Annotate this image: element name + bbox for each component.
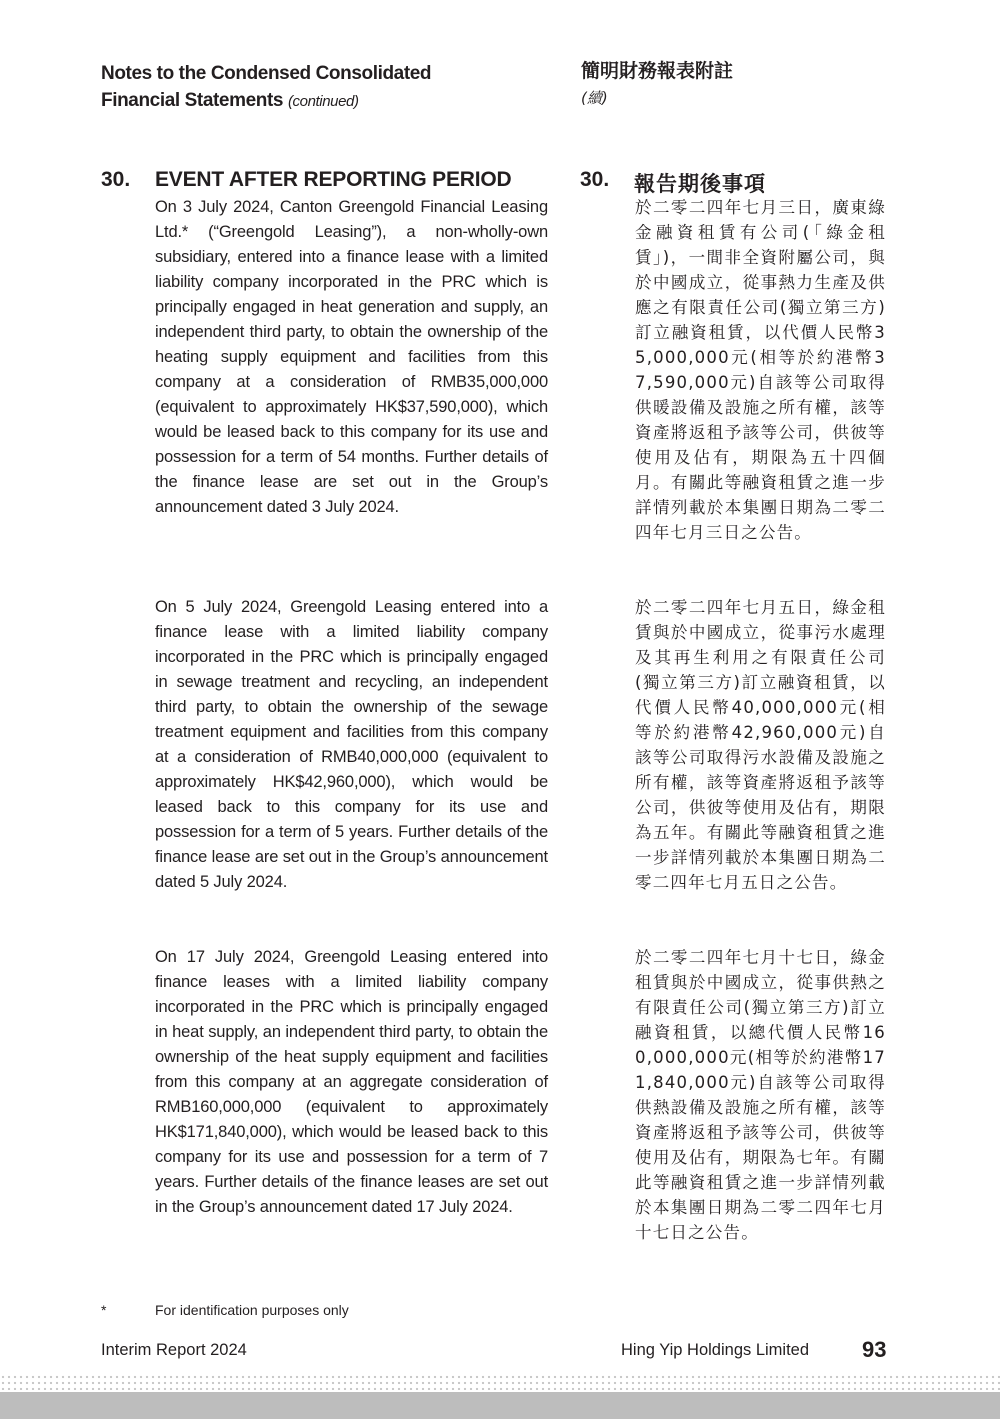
paragraph-zh-1: 於二零二四年七月三日，廣東綠金融資租賃有公司(「綠金租賃」)，一間非全資附屬公司，與於中國成立，從事熱力生產及供應之有限責任公司(獨立第三方)訂立融資租賃，以代價人民幣35,000,000元(相等於約港幣37,590,000元)自該等公司取得供暖設備及設施之所有權，該等資產將返租予該等公司，供彼等使用及佔有，期限為五十四個月。有關此等融資租賃之進一步詳情列載於本集團日期為二零二四年七月三日之公告。 — [635, 198, 886, 542]
footer-report-name: Interim Report 2024 — [101, 1341, 247, 1359]
footnote-mark: * — [101, 1302, 107, 1318]
header-continued-zh: (續) — [581, 89, 608, 107]
header-title-line2: Financial Statements — [101, 90, 284, 111]
footnote-text: For identification purposes only — [155, 1302, 349, 1318]
section-number-en: 30. — [101, 168, 131, 191]
paragraph-en-2: On 5 July 2024, Greengold Leasing entered into a finance lease with a limited liability company incorporated in the PRC which is principally engaged in sewage treatment and recycling, an independent third party, to obtain the ownership of the sewage treatment equipment and facilities from this company at a consideration of RMB40,000,000 (equivalent to approximately HK$42,960,000), which would be leased back to this company for its use and possession for a term of 5 years. Further details of the finance lease are set out in the Group’s announcement dated 5 July 2024. — [155, 598, 548, 891]
paragraph-zh-3: 於二零二四年七月十七日，綠金租賃與於中國成立，從事供熱之有限責任公司(獨立第三方)訂立融資租賃，以總代價人民幣160,000,000元(相等於約港幣171,840,000元)自該等公司取得供熱設備及設施之所有權，該等資產將返租予該等公司，供彼等使用及佔有，期限為七年。有關此等融資租賃之進一步詳情列載於本集團日期為二零二四年七月十七日之公告。 — [635, 948, 886, 1242]
page-header-zh — [581, 58, 901, 112]
header-continued-en: (continued) — [287, 93, 359, 110]
footer-company-name: Hing Yip Holdings Limited — [621, 1341, 810, 1359]
header-title-line1: Notes to the Condensed Consolidated — [101, 63, 432, 84]
section-title-en: EVENT AFTER REPORTING PERIOD — [155, 168, 512, 191]
dotted-footer-band — [0, 1374, 1000, 1390]
paragraph-zh-2: 於二零二四年七月五日，綠金租賃與於中國成立，從事污水處理及其再生利用之有限責任公司(獨立第三方)訂立融資租賃，以代價人民幣40,000,000元(相等於約港幣42,960,000元)自該等公司取得污水設備及設施之所有權，該等資產將返租予該等公司，供彼等使用及佔有，期限為五年。有關此等融資租賃之進一步詳情列載於本集團日期為二零二四年七月五日之公告。 — [635, 598, 886, 892]
section-title-zh: 報告期後事項 — [634, 172, 766, 196]
page-number: 93 — [862, 1337, 887, 1362]
page-header-en — [101, 60, 521, 115]
header-title-zh: 簡明財務報表附註 — [581, 60, 734, 82]
paragraph-en-3: On 17 July 2024, Greengold Leasing entered into finance leases with a limited liability company incorporated in the PRC which is principally engaged in heat supply, an independent third party, to obtain the ownership of the heat supply equipment and facilities from this company at an aggregate consideration of RMB160,000,000 (equivalent to approximately HK$171,840,000), which would be leased back to this company for its use and possession for a term of 7 years. Further details of the finance leases are set out in the Group’s announcement dated 17 July 2024. — [155, 948, 548, 1216]
grey-footer-bar — [0, 1392, 1000, 1419]
paragraph-en-1: On 3 July 2024, Canton Greengold Financial Leasing Ltd.* (“Greengold Leasing”), a non-wholly-own subsidiary, entered into a finance lease with a limited liability company incorporated in the PRC which is principally engaged in heat generation and supply, an independent third party, to obtain the ownership of the heating supply equipment and facilities from this company at a consideration of RMB35,000,000 (equivalent to approximately HK$37,590,000), which would be leased back to this company for its use and possession for a term of 54 months. Further details of the finance lease are set out in the Group’s announcement dated 3 July 2024. — [155, 198, 548, 516]
section-number-zh: 30. — [580, 168, 610, 191]
